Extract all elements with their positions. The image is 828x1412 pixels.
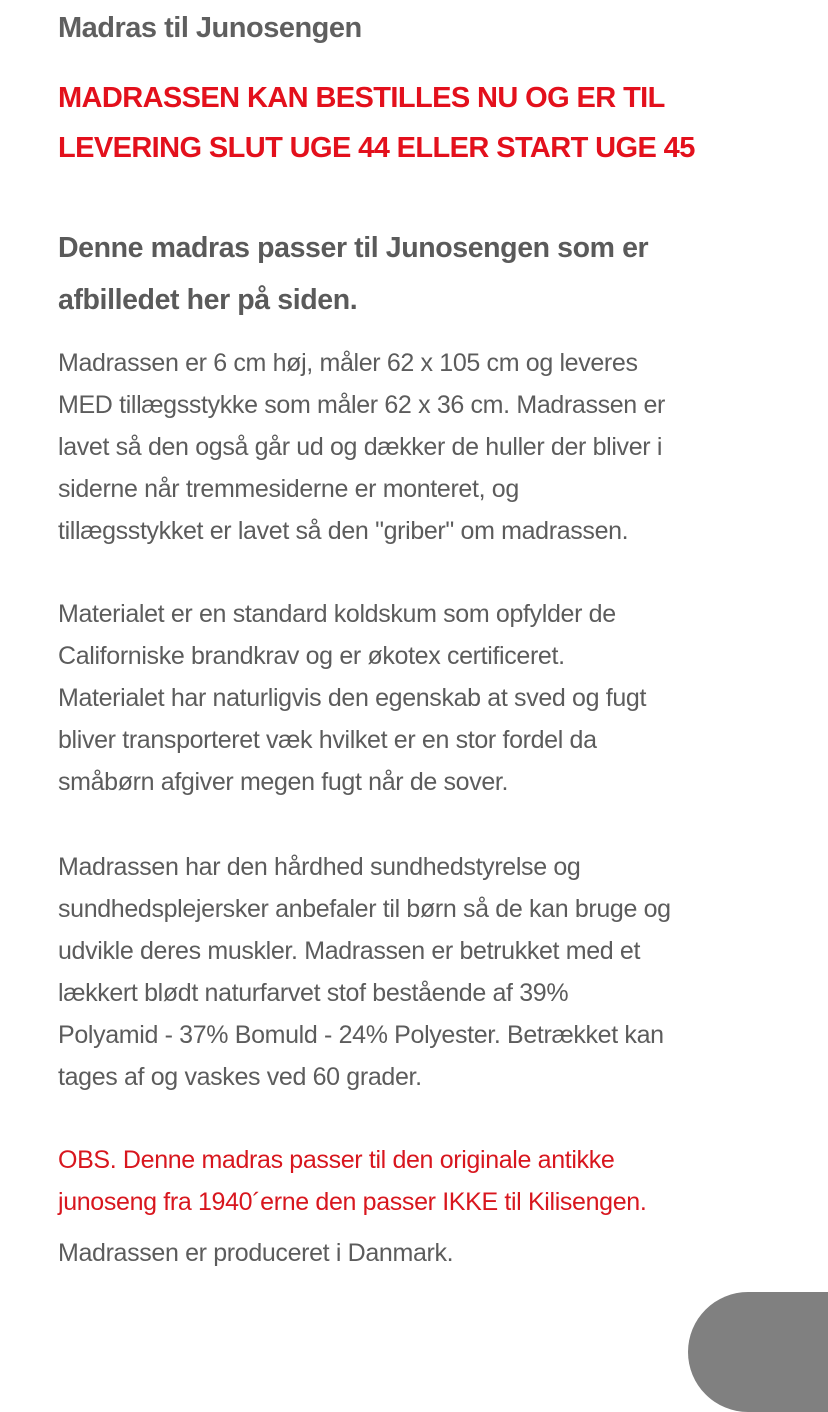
paragraph-line: tillægsstykket er lavet så den "griber" om madrassen. <box>58 517 629 545</box>
paragraph-line: MED tillægsstykke som måler 62 x 36 cm. Madrassen er <box>58 391 665 419</box>
paragraph-line: småbørn afgiver megen fugt når de sover. <box>58 768 509 796</box>
paragraph-line: tages af og vaskes ved 60 grader. <box>58 1063 422 1091</box>
warning-line: junoseng fra 1940´erne den passer IKKE til Kilisengen. <box>58 1188 647 1216</box>
material-paragraph <box>58 593 646 803</box>
paragraph-line: bliver transporteret væk hvilket er en stor fordel da <box>58 726 597 754</box>
paragraph-line: Madrassen har den hårdhed sundhedstyrelse og <box>58 853 581 881</box>
firmness-paragraph <box>58 846 671 1098</box>
paragraph-line: Californiske brandkrav og er økotex certificeret. <box>58 642 565 670</box>
paragraph-line: sundhedsplejersker anbefaler til børn så de kan bruge og <box>58 895 671 923</box>
paragraph-line: Materialet er en standard koldskum som opfylder de <box>58 600 616 628</box>
paragraph-line: Madrassen er produceret i Danmark. <box>58 1239 454 1267</box>
paragraph-line: Materialet har naturligvis den egenskab at sved og fugt <box>58 684 647 712</box>
paragraph-line: Madrassen er 6 cm høj, måler 62 x 105 cm og leveres <box>58 349 638 377</box>
dimensions-paragraph <box>58 342 665 552</box>
paragraph-line: siderne når tremmesiderne er monteret, og <box>58 475 519 503</box>
floating-action-button[interactable] <box>688 1292 828 1412</box>
fit-subheading <box>58 222 648 326</box>
paragraph-line: lavet så den også går ud og dækker de huller der bliver i <box>58 433 663 461</box>
subheading-line: Denne madras passer til Junosengen som er <box>58 232 649 264</box>
paragraph-line: Polyamid - 37% Bomuld - 24% Polyester. Betrækket kan <box>58 1021 664 1049</box>
product-title: Madras til Junosengen <box>58 12 362 44</box>
compatibility-warning <box>58 1139 646 1223</box>
origin-paragraph <box>58 1232 453 1274</box>
paragraph-line: udvikle deres muskler. Madrassen er betrukket med et <box>58 937 641 965</box>
delivery-notice <box>58 73 695 173</box>
delivery-notice-line: MADRASSEN KAN BESTILLES NU OG ER TIL <box>58 82 665 114</box>
warning-line: OBS. Denne madras passer til den originale antikke <box>58 1146 615 1174</box>
subheading-line: afbilledet her på siden. <box>58 284 358 316</box>
delivery-notice-line: LEVERING SLUT UGE 44 ELLER START UGE 45 <box>58 132 695 164</box>
paragraph-line: lækkert blødt naturfarvet stof bestående af 39% <box>58 979 569 1007</box>
